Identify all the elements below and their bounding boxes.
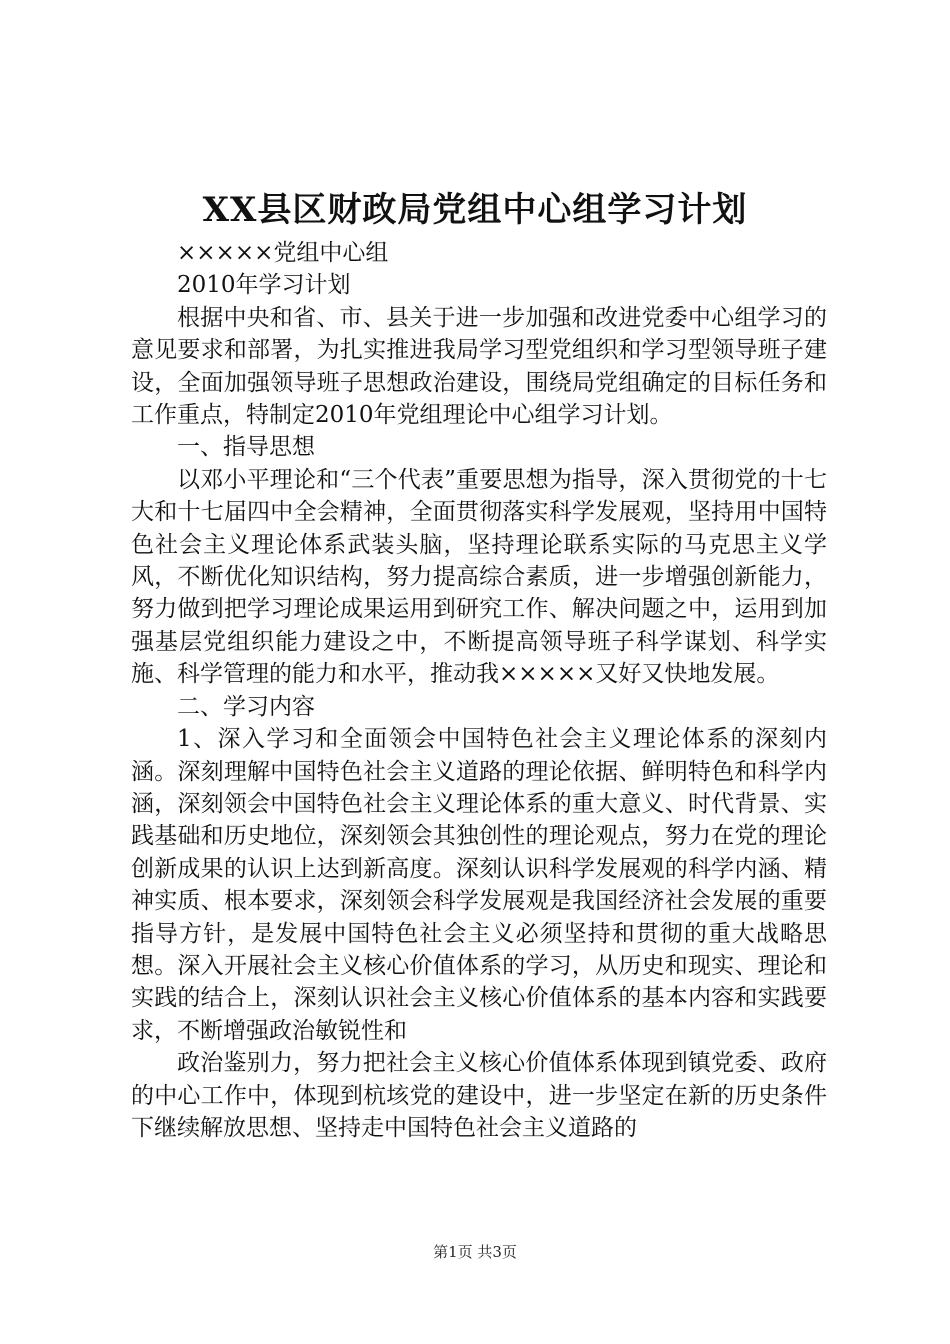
paragraph-study-content-1: 1、深入学习和全面领会中国特色社会主义理论体系的深刻内涵。深刻理解中国特色社会主义道路的理论依据、鲜明特色和科学内涵，深刻领会中国特色社会主义理论体系的重大意义、时代背景、实践基础和历史地位，深刻领会其独创性的理论观点，努力在党的理论创新成果的认识上达到新高度。深刻认识科学发展观的科学内涵、精神实质、根本要求，深刻领会科学发展观是我国经济社会发展的重要指导方针，是发展中国特色社会主义必须坚持和贯彻的重大战略思想。深入开展社会主义核心价值体系的学习，从历史和现实、理论和实践的结合上，深刻认识社会主义核心价值体系的基本内容和实践要求，不断增强政治敏锐性和 [131, 726, 827, 1044]
paragraph-plan-year: 2010年学习计划 [177, 272, 351, 299]
document-title: XX县区财政局党组中心组学习计划 [202, 190, 748, 230]
section-heading-guiding-thought: 一、指导思想 [177, 434, 315, 461]
paragraph-guiding-thought: 以邓小平理论和“三个代表”重要思想为指导，深入贯彻党的十七大和十七届四中全会精神，全面贯彻落实科学发展观，坚持用中国特色社会主义理论体系武装头脑，坚持理论联系实际的马克思主义学风，不断优化知识结构，努力提高综合素质，进一步增强创新能力，努力做到把学习理论成果运用到研究工作、解决问题之中，运用到加强基层党组织能力建设之中，不断提高领导班子科学谋划、科学实施、科学管理的能力和水平，推动我×××××又好又快地发展。 [131, 466, 827, 688]
paragraph-intro: 根据中央和省、市、县关于进一步加强和改进党委中心组学习的意见要求和部署，为扎实推进我局学习型党组织和学习型领导班子建设，全面加强领导班子思想政治建设，围绕局党组确定的目标任务和工作重点，特制定2010年党组理论中心组学习计划。 [131, 304, 827, 429]
paragraph-study-content-continued: 政治鉴别力，努力把社会主义核心价值体系体现到镇党委、政府的中心工作中，体现到杭垓党的建设中，进一步坚定在新的历史条件下继续解放思想、坚持走中国特色社会主义道路的 [131, 1050, 827, 1141]
paragraph-org-name: ×××××党组中心组 [177, 240, 389, 266]
page-number-footer: 第1页 共3页 [433, 1243, 517, 1261]
document-body [131, 237, 827, 1144]
section-heading-study-content: 二、学习内容 [177, 693, 315, 720]
